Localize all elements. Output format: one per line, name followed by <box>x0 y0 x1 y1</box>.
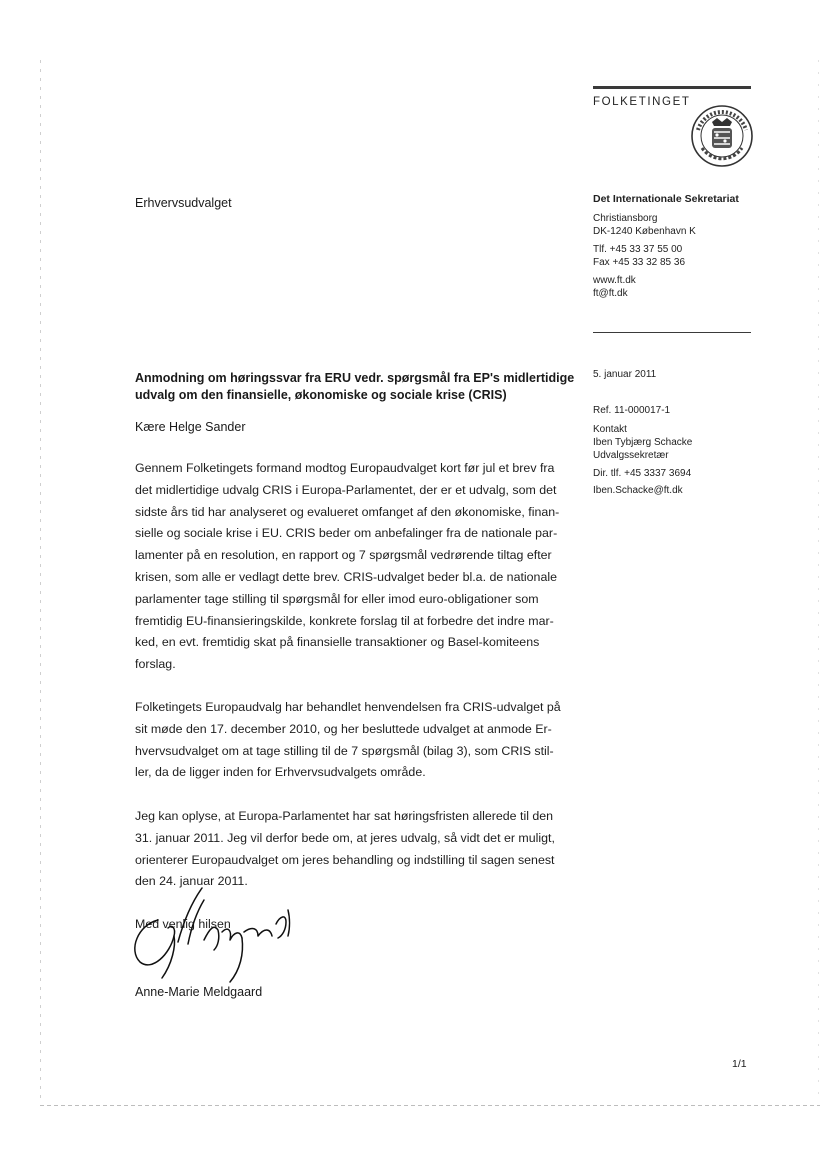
letterhead-contact <box>593 193 739 300</box>
text-line: sielle og sociale krise i EU. CRIS beder om anbefalinger fra de nationale par- <box>135 526 558 541</box>
contact-title: Udvalgssekretær <box>593 450 669 461</box>
letter-reference <box>593 404 692 497</box>
folketinget-seal-icon <box>690 104 754 168</box>
phone-line: Tlf. +45 33 37 55 00 <box>593 244 683 255</box>
text-line: Folketingets Europaudvalg har behandlet henvendelsen fra CRIS-udvalget på <box>135 700 561 714</box>
greeting: Kære Helge Sander <box>135 420 246 434</box>
letterhead-top-rule <box>593 86 751 89</box>
text-line: sidste års tid har analyseret og evalueret omfanget af den økonomiske, finan- <box>135 504 560 519</box>
text-line: fremtidig EU-finansieringskilde, konkrete forslag til at forbedre det indre mar- <box>135 613 554 628</box>
text-line: Gennem Folketingets formand modtog Europaudvalget kort før jul et brev fra <box>135 461 555 475</box>
address-line: DK-1240 København K <box>593 226 696 237</box>
contact-label: Kontakt <box>593 424 627 435</box>
body-paragraph-2 <box>135 697 565 784</box>
contact-name: Iben Tybjærg Schacke <box>593 437 693 448</box>
text-line: det midlertidige udvalg CRIS i Europa-Parlamentet, der er et udvalg, som det <box>135 482 557 497</box>
text-line: lamenter på en resolution, en rapport og 7 spørgsmål vedrørende tiltag efter <box>135 548 552 563</box>
body-paragraph-1 <box>135 458 565 676</box>
email-link[interactable]: ft@ft.dk <box>593 288 628 299</box>
handwritten-signature <box>118 880 318 990</box>
text-line: ler, da de ligger inden for Erhvervsudvalgets område. <box>135 765 426 780</box>
text-line: parlamenter tage stilling til spørgsmål for eller imod euro-obligationer som <box>135 591 539 606</box>
letter-date: 5. januar 2011 <box>593 369 657 380</box>
address-line: Christiansborg <box>593 213 658 224</box>
recipient: Erhvervsudvalget <box>135 196 232 210</box>
website-link[interactable]: www.ft.dk <box>593 275 636 286</box>
text-line: den 24. januar 2011. <box>135 874 248 889</box>
fax-line: Fax +45 33 32 85 36 <box>593 257 686 268</box>
subject-line: udvalg om den finansielle, økonomiske og sociale krise (CRIS) <box>135 388 507 402</box>
subject-line: Anmodning om høringssvar fra ERU vedr. spørgsmål fra EP's midlertidige <box>135 371 575 385</box>
contact-email-link[interactable]: Iben.Schacke@ft.dk <box>593 485 683 496</box>
text-line: krisen, som alle er vedlagt dette brev. CRIS-udvalget beder bl.a. de nationale <box>135 569 557 584</box>
direct-phone: Dir. tlf. +45 3337 3694 <box>593 468 692 479</box>
reference-number: Ref. 11-000017-1 <box>593 405 671 416</box>
text-line: sit møde den 17. december 2010, og her besluttede udvalget at anmode Er- <box>135 721 552 736</box>
letterhead-divider <box>593 332 751 333</box>
text-line: orienterer Europaudvalget om jeres behandling og indstilling til sagen senest <box>135 852 555 867</box>
letter-subject <box>135 370 585 404</box>
text-line: 31. januar 2011. Jeg vil derfor bede om, at jeres udvalg, så vidt det er muligt, <box>135 830 555 845</box>
scan-edge-bottom <box>40 1105 820 1106</box>
org-name: FOLKETINGET <box>593 96 691 108</box>
signer-name: Anne-Marie Meldgaard <box>135 985 263 999</box>
text-line: ked, en evt. fremtidig skat på finansielle transaktioner og Basel-komiteens <box>135 635 540 650</box>
scan-edge-left <box>40 60 41 1100</box>
scan-edge-right <box>818 60 819 1100</box>
page-number: 1/1 <box>732 1058 747 1070</box>
department-name: Det Internationale Sekretariat <box>593 193 739 205</box>
text-line: forslag. <box>135 657 176 672</box>
closing-text: Med venlig hilsen <box>135 917 231 931</box>
text-line: Jeg kan oplyse, at Europa-Parlamentet har sat høringsfristen allerede til den <box>135 809 554 823</box>
text-line: hvervsudvalget om at tage stilling til de 7 spørgsmål (bilag 3), som CRIS stil- <box>135 743 554 758</box>
